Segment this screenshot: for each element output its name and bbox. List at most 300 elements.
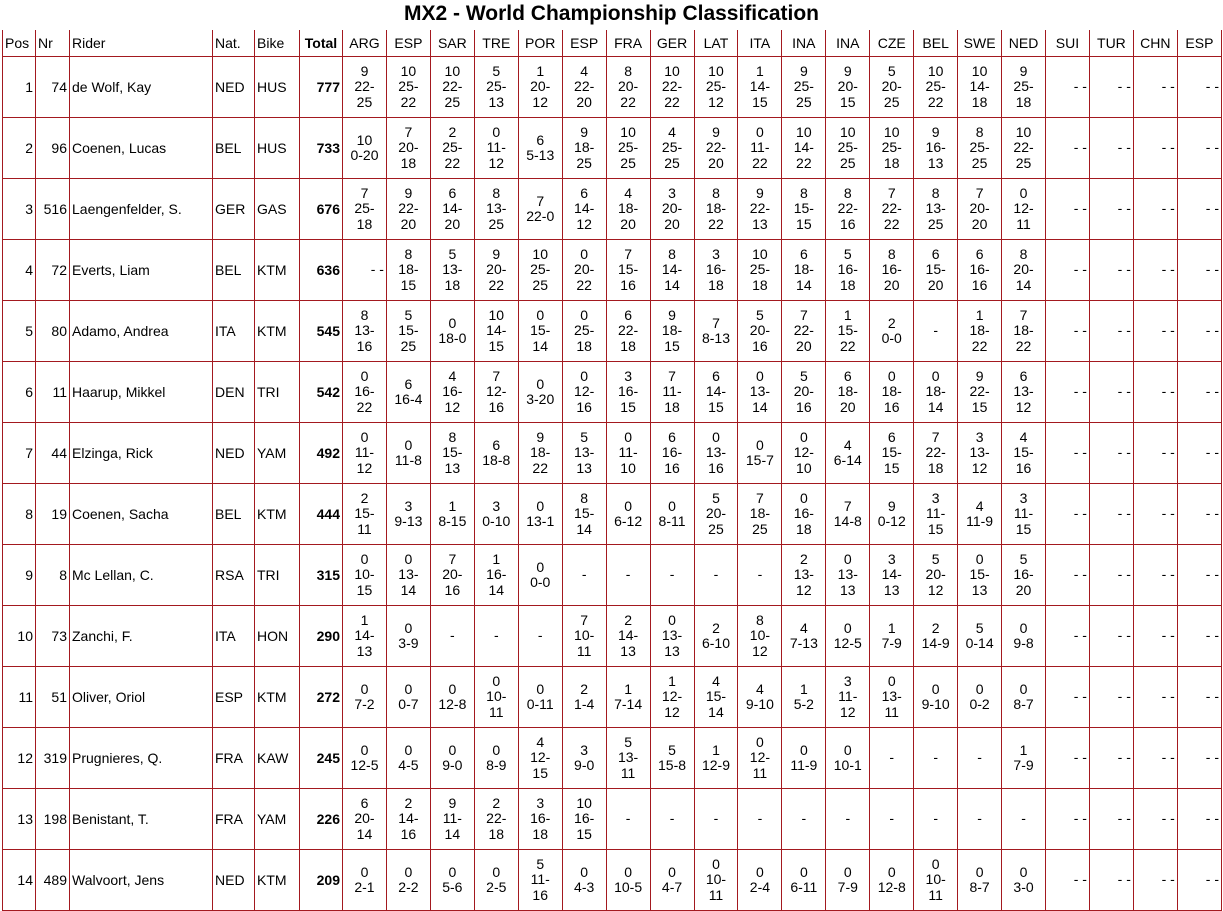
race-result-cell: 10 22- 22: [651, 57, 695, 118]
nr-cell: 73: [36, 606, 70, 667]
race-result-cell: 7 12- 16: [475, 362, 519, 423]
race-result-cell: 10 25- 12: [695, 57, 739, 118]
race-result-cell: 0 3-9: [387, 606, 431, 667]
race-result-cell: 1 7-9: [870, 606, 914, 667]
race-result-cell: 1 14- 15: [738, 57, 782, 118]
race-result-cell: 0 12- 10: [782, 423, 826, 484]
rider-cell: Mc Lellan, C.: [70, 545, 213, 606]
race-result-cell: 0 12-8: [431, 667, 475, 728]
race-result-cell: 5 16- 18: [826, 240, 870, 301]
header-nr[interactable]: Nr: [36, 30, 70, 57]
race-result-cell: 1 5-2: [782, 667, 826, 728]
race-result-cell: 0 13- 14: [738, 362, 782, 423]
race-result-cell: 7 10- 11: [563, 606, 607, 667]
header-race[interactable]: CHN: [1134, 30, 1178, 57]
race-result-cell: 1 12-9: [695, 728, 739, 789]
race-result-cell: 0 20- 22: [563, 240, 607, 301]
race-result-cell: 3 11- 15: [1002, 484, 1046, 545]
nr-cell: 80: [36, 301, 70, 362]
race-result-cell: - -: [1090, 362, 1134, 423]
bike-cell: HON: [255, 606, 300, 667]
pos-cell: 1: [2, 57, 36, 118]
rider-cell: Laengenfelder, S.: [70, 179, 213, 240]
total-cell: 542: [300, 362, 343, 423]
race-result-cell: 1 16- 14: [475, 545, 519, 606]
header-race[interactable]: SAR: [431, 30, 475, 57]
header-race[interactable]: ESP: [1178, 30, 1222, 57]
bike-cell: KTM: [255, 301, 300, 362]
race-result-cell: - -: [1046, 545, 1090, 606]
race-result-cell: 9 25- 18: [1002, 57, 1046, 118]
race-result-cell: 0 0-7: [387, 667, 431, 728]
race-result-cell: - -: [1134, 301, 1178, 362]
nat-cell: DEN: [213, 362, 255, 423]
race-result-cell: 5 13- 11: [607, 728, 651, 789]
nr-cell: 489: [36, 850, 70, 911]
nr-cell: 44: [36, 423, 70, 484]
nr-cell: 72: [36, 240, 70, 301]
race-result-cell: 8 20- 22: [607, 57, 651, 118]
race-result-cell: 5 20- 16: [738, 301, 782, 362]
race-result-cell: 0 15- 14: [519, 301, 563, 362]
header-race[interactable]: INA: [826, 30, 870, 57]
race-result-cell: 9 11- 14: [431, 789, 475, 850]
race-result-cell: - -: [1134, 728, 1178, 789]
race-result-cell: - -: [1178, 118, 1222, 179]
race-result-cell: - -: [1178, 57, 1222, 118]
race-result-cell: -: [958, 789, 1002, 850]
header-race[interactable]: ESP: [563, 30, 607, 57]
race-result-cell: 2 15- 11: [343, 484, 387, 545]
race-result-cell: - -: [1046, 728, 1090, 789]
table-row: [2, 484, 1222, 545]
race-result-cell: 6 18-8: [475, 423, 519, 484]
header-race[interactable]: NED: [1002, 30, 1046, 57]
race-result-cell: 9 18- 15: [651, 301, 695, 362]
nr-cell: 19: [36, 484, 70, 545]
race-result-cell: -: [914, 789, 958, 850]
nr-cell: 8: [36, 545, 70, 606]
table-row: [2, 789, 1222, 850]
race-result-cell: - -: [1134, 118, 1178, 179]
race-result-cell: 0 8-11: [651, 484, 695, 545]
race-result-cell: - -: [1090, 240, 1134, 301]
race-result-cell: - -: [1090, 484, 1134, 545]
race-result-cell: 3 16- 15: [607, 362, 651, 423]
header-race[interactable]: ESP: [387, 30, 431, 57]
bike-cell: YAM: [255, 423, 300, 484]
race-result-cell: 4 25- 25: [651, 118, 695, 179]
race-result-cell: - -: [1090, 728, 1134, 789]
race-result-cell: 6 22- 18: [607, 301, 651, 362]
race-result-cell: 10 0-20: [343, 118, 387, 179]
race-result-cell: - -: [1090, 57, 1134, 118]
race-result-cell: 9 20- 22: [475, 240, 519, 301]
race-result-cell: 6 14- 20: [431, 179, 475, 240]
nr-cell: 51: [36, 667, 70, 728]
race-result-cell: 5 15- 25: [387, 301, 431, 362]
pos-cell: 9: [2, 545, 36, 606]
pos-cell: 4: [2, 240, 36, 301]
race-result-cell: 0 2-1: [343, 850, 387, 911]
race-result-cell: 0 4-5: [387, 728, 431, 789]
nr-cell: 11: [36, 362, 70, 423]
race-result-cell: 4 7-13: [782, 606, 826, 667]
header-race[interactable]: ITA: [738, 30, 782, 57]
pos-cell: 6: [2, 362, 36, 423]
race-result-cell: 9 20- 15: [826, 57, 870, 118]
race-result-cell: 8 18- 22: [695, 179, 739, 240]
nr-cell: 74: [36, 57, 70, 118]
rider-cell: Haarup, Mikkel: [70, 362, 213, 423]
race-result-cell: 7 11- 18: [651, 362, 695, 423]
race-result-cell: 0 16- 18: [782, 484, 826, 545]
race-result-cell: 1 7-14: [607, 667, 651, 728]
table-row: [2, 545, 1222, 606]
total-cell: 636: [300, 240, 343, 301]
race-result-cell: 2 22- 18: [475, 789, 519, 850]
table-row: [2, 850, 1222, 911]
header-race[interactable]: LAT: [695, 30, 739, 57]
race-result-cell: - -: [1134, 850, 1178, 911]
rider-cell: Adamo, Andrea: [70, 301, 213, 362]
race-result-cell: -: [914, 728, 958, 789]
race-result-cell: 8 18- 15: [387, 240, 431, 301]
race-result-cell: 4 15- 16: [1002, 423, 1046, 484]
rider-cell: de Wolf, Kay: [70, 57, 213, 118]
header-race[interactable]: ARG: [343, 30, 387, 57]
race-result-cell: 6 16- 16: [651, 423, 695, 484]
table-row: [2, 179, 1222, 240]
race-result-cell: -: [519, 606, 563, 667]
race-result-cell: - -: [1090, 850, 1134, 911]
race-result-cell: 9 22- 20: [387, 179, 431, 240]
race-result-cell: 9 18- 22: [519, 423, 563, 484]
race-result-cell: - -: [1178, 362, 1222, 423]
header-race[interactable]: CZE: [870, 30, 914, 57]
race-result-cell: 6 5-13: [519, 118, 563, 179]
race-result-cell: 10 14- 22: [782, 118, 826, 179]
race-result-cell: 0 16- 22: [343, 362, 387, 423]
race-result-cell: 7 18- 22: [1002, 301, 1046, 362]
race-result-cell: 4 15- 14: [695, 667, 739, 728]
race-result-cell: - -: [1178, 850, 1222, 911]
race-result-cell: 9 16- 13: [914, 118, 958, 179]
race-result-cell: 3 9-0: [563, 728, 607, 789]
header-race[interactable]: FRA: [607, 30, 651, 57]
header-bike[interactable]: Bike: [255, 30, 300, 57]
race-result-cell: 10 25- 25: [519, 240, 563, 301]
race-result-cell: - -: [1134, 545, 1178, 606]
rider-cell: Zanchi, F.: [70, 606, 213, 667]
table-body: [2, 57, 1222, 911]
nat-cell: NED: [213, 57, 255, 118]
race-result-cell: 6 18- 14: [782, 240, 826, 301]
table-row: [2, 423, 1222, 484]
race-result-cell: 2 1-4: [563, 667, 607, 728]
nr-cell: 198: [36, 789, 70, 850]
race-result-cell: 7 15- 16: [607, 240, 651, 301]
race-result-cell: 1 8-15: [431, 484, 475, 545]
race-result-cell: 0 0-11: [519, 667, 563, 728]
pos-cell: 5: [2, 301, 36, 362]
rider-cell: Oliver, Oriol: [70, 667, 213, 728]
race-result-cell: - -: [1134, 240, 1178, 301]
race-result-cell: 1 14- 13: [343, 606, 387, 667]
total-cell: 245: [300, 728, 343, 789]
race-result-cell: 10 14- 15: [475, 301, 519, 362]
nat-cell: BEL: [213, 484, 255, 545]
header-race[interactable]: POR: [519, 30, 563, 57]
race-result-cell: 3 14- 13: [870, 545, 914, 606]
header-nat[interactable]: Nat.: [213, 30, 255, 57]
race-result-cell: - -: [1178, 728, 1222, 789]
race-result-cell: 2 14- 13: [607, 606, 651, 667]
race-result-cell: 9 22- 15: [958, 362, 1002, 423]
bike-cell: TRI: [255, 362, 300, 423]
race-result-cell: - -: [1090, 118, 1134, 179]
race-result-cell: - -: [1090, 301, 1134, 362]
race-result-cell: 8 15- 15: [782, 179, 826, 240]
nat-cell: BEL: [213, 118, 255, 179]
header-race[interactable]: SWE: [958, 30, 1002, 57]
race-result-cell: -: [870, 789, 914, 850]
race-result-cell: - -: [1046, 667, 1090, 728]
race-result-cell: - -: [1046, 606, 1090, 667]
header-race[interactable]: BEL: [914, 30, 958, 57]
total-cell: 209: [300, 850, 343, 911]
race-result-cell: 0 4-7: [651, 850, 695, 911]
race-result-cell: - -: [1046, 423, 1090, 484]
pos-cell: 10: [2, 606, 36, 667]
race-result-cell: 0 2-4: [738, 850, 782, 911]
race-result-cell: 0 9-8: [1002, 606, 1046, 667]
race-result-cell: 8 13- 16: [343, 301, 387, 362]
bike-cell: TRI: [255, 545, 300, 606]
rider-cell: Elzinga, Rick: [70, 423, 213, 484]
race-result-cell: 10 25- 18: [870, 118, 914, 179]
race-result-cell: 10 22- 25: [1002, 118, 1046, 179]
race-result-cell: 6 14- 12: [563, 179, 607, 240]
table-row: [2, 240, 1222, 301]
race-result-cell: - -: [1134, 789, 1178, 850]
race-result-cell: 5 20- 12: [914, 545, 958, 606]
race-result-cell: 10 22- 25: [431, 57, 475, 118]
header-race[interactable]: TRE: [475, 30, 519, 57]
race-result-cell: 5 20- 16: [782, 362, 826, 423]
race-result-cell: - -: [1178, 545, 1222, 606]
race-result-cell: 0 15- 13: [958, 545, 1002, 606]
header-rider[interactable]: Rider: [70, 30, 213, 57]
race-result-cell: - -: [1046, 362, 1090, 423]
race-result-cell: 4 9-10: [738, 667, 782, 728]
race-result-cell: 5 16- 20: [1002, 545, 1046, 606]
race-result-cell: -: [738, 789, 782, 850]
bike-cell: HUS: [255, 57, 300, 118]
race-result-cell: 0 12-5: [826, 606, 870, 667]
race-result-cell: 9 25- 25: [782, 57, 826, 118]
table-row: [2, 728, 1222, 789]
race-result-cell: 3 16- 18: [695, 240, 739, 301]
race-result-cell: 10 25- 25: [607, 118, 651, 179]
race-result-cell: -: [914, 301, 958, 362]
race-result-cell: 7 8-13: [695, 301, 739, 362]
race-result-cell: 0 7-2: [343, 667, 387, 728]
nat-cell: GER: [213, 179, 255, 240]
race-result-cell: 8 13- 25: [475, 179, 519, 240]
race-result-cell: -: [782, 789, 826, 850]
race-result-cell: 4 22- 20: [563, 57, 607, 118]
bike-cell: KTM: [255, 484, 300, 545]
total-cell: 315: [300, 545, 343, 606]
bike-cell: KTM: [255, 667, 300, 728]
race-result-cell: - -: [1134, 57, 1178, 118]
nat-cell: NED: [213, 850, 255, 911]
race-result-cell: 0 8-7: [958, 850, 1002, 911]
race-result-cell: 0 10- 11: [475, 667, 519, 728]
rider-cell: Everts, Liam: [70, 240, 213, 301]
race-result-cell: 0 3-20: [519, 362, 563, 423]
nat-cell: FRA: [213, 728, 255, 789]
race-result-cell: 0 13- 13: [826, 545, 870, 606]
race-result-cell: 1 12- 12: [651, 667, 695, 728]
race-result-cell: 9 22- 20: [695, 118, 739, 179]
race-result-cell: - -: [1090, 789, 1134, 850]
race-result-cell: 10 25- 18: [738, 240, 782, 301]
race-result-cell: 0 7-9: [826, 850, 870, 911]
race-result-cell: 10 14- 18: [958, 57, 1002, 118]
race-result-cell: 0 12- 11: [738, 728, 782, 789]
race-result-cell: -: [607, 545, 651, 606]
race-result-cell: - -: [1178, 301, 1222, 362]
race-result-cell: 0 12- 16: [563, 362, 607, 423]
race-result-cell: 7 22- 18: [914, 423, 958, 484]
race-result-cell: 4 12- 15: [519, 728, 563, 789]
race-result-cell: 3 16- 18: [519, 789, 563, 850]
bike-cell: HUS: [255, 118, 300, 179]
race-result-cell: 3 11- 12: [826, 667, 870, 728]
race-result-cell: 7 22- 22: [870, 179, 914, 240]
race-result-cell: - -: [1046, 850, 1090, 911]
bike-cell: YAM: [255, 789, 300, 850]
rider-cell: Walvoort, Jens: [70, 850, 213, 911]
race-result-cell: 4 11-9: [958, 484, 1002, 545]
race-result-cell: -: [1002, 789, 1046, 850]
pos-cell: 13: [2, 789, 36, 850]
pos-cell: 3: [2, 179, 36, 240]
race-result-cell: 0 18-0: [431, 301, 475, 362]
header-race[interactable]: GER: [651, 30, 695, 57]
race-result-cell: - -: [1178, 423, 1222, 484]
race-result-cell: 10 25- 22: [914, 57, 958, 118]
race-result-cell: 0 9-10: [914, 667, 958, 728]
nat-cell: BEL: [213, 240, 255, 301]
header-race[interactable]: INA: [782, 30, 826, 57]
race-result-cell: - -: [1178, 789, 1222, 850]
header-row: [2, 30, 1222, 57]
race-result-cell: 0 11- 12: [475, 118, 519, 179]
race-result-cell: 0 12-5: [343, 728, 387, 789]
race-result-cell: 0 6-12: [607, 484, 651, 545]
race-result-cell: 9 0-12: [870, 484, 914, 545]
classification-table: [2, 30, 1222, 911]
race-result-cell: 0 0-0: [519, 545, 563, 606]
race-result-cell: 3 0-10: [475, 484, 519, 545]
race-result-cell: -: [695, 545, 739, 606]
nr-cell: 319: [36, 728, 70, 789]
race-result-cell: - -: [1046, 240, 1090, 301]
race-result-cell: 6 16- 16: [958, 240, 1002, 301]
race-result-cell: - -: [1046, 484, 1090, 545]
race-result-cell: -: [563, 545, 607, 606]
race-result-cell: 8 15- 13: [431, 423, 475, 484]
race-result-cell: 0 2-2: [387, 850, 431, 911]
race-result-cell: 2 14-9: [914, 606, 958, 667]
race-result-cell: 7 22- 20: [782, 301, 826, 362]
header-pos[interactable]: Pos: [2, 30, 36, 57]
race-result-cell: -: [651, 789, 695, 850]
race-result-cell: 0 0-2: [958, 667, 1002, 728]
race-result-cell: 0 13- 14: [387, 545, 431, 606]
race-result-cell: 7 22-0: [519, 179, 563, 240]
race-result-cell: 3 13- 12: [958, 423, 1002, 484]
bike-cell: KTM: [255, 240, 300, 301]
header-race[interactable]: SUI: [1046, 30, 1090, 57]
race-result-cell: 0 15-7: [738, 423, 782, 484]
race-result-cell: 2 0-0: [870, 301, 914, 362]
race-result-cell: 0 10- 15: [343, 545, 387, 606]
race-result-cell: 3 20- 20: [651, 179, 695, 240]
race-result-cell: - -: [1090, 423, 1134, 484]
race-result-cell: 6 14- 15: [695, 362, 739, 423]
race-result-cell: 10 25- 25: [826, 118, 870, 179]
race-result-cell: 0 10-5: [607, 850, 651, 911]
race-result-cell: 8 16- 20: [870, 240, 914, 301]
race-result-cell: 1 20- 12: [519, 57, 563, 118]
race-result-cell: -: [870, 728, 914, 789]
race-result-cell: - -: [1090, 667, 1134, 728]
race-result-cell: - -: [1090, 179, 1134, 240]
race-result-cell: 3 11- 15: [914, 484, 958, 545]
race-result-cell: 0 8-9: [475, 728, 519, 789]
table-row: [2, 362, 1222, 423]
pos-cell: 11: [2, 667, 36, 728]
race-result-cell: 7 20- 16: [431, 545, 475, 606]
race-result-cell: 3 9-13: [387, 484, 431, 545]
race-result-cell: 2 13- 12: [782, 545, 826, 606]
header-race[interactable]: TUR: [1090, 30, 1134, 57]
race-result-cell: 5 25- 13: [475, 57, 519, 118]
bike-cell: KTM: [255, 850, 300, 911]
total-cell: 492: [300, 423, 343, 484]
race-result-cell: - -: [343, 240, 387, 301]
race-result-cell: 0 18- 14: [914, 362, 958, 423]
race-result-cell: 4 18- 20: [607, 179, 651, 240]
nat-cell: ITA: [213, 301, 255, 362]
race-result-cell: 8 13- 25: [914, 179, 958, 240]
race-result-cell: 1 7-9: [1002, 728, 1046, 789]
race-result-cell: 5 11- 16: [519, 850, 563, 911]
race-result-cell: 7 20- 18: [387, 118, 431, 179]
race-result-cell: 9 22- 25: [343, 57, 387, 118]
race-result-cell: 0 8-7: [1002, 667, 1046, 728]
header-total[interactable]: Total: [300, 30, 343, 57]
nat-cell: ESP: [213, 667, 255, 728]
race-result-cell: -: [826, 789, 870, 850]
race-result-cell: - -: [1134, 423, 1178, 484]
pos-cell: 12: [2, 728, 36, 789]
rider-cell: Prugnieres, Q.: [70, 728, 213, 789]
